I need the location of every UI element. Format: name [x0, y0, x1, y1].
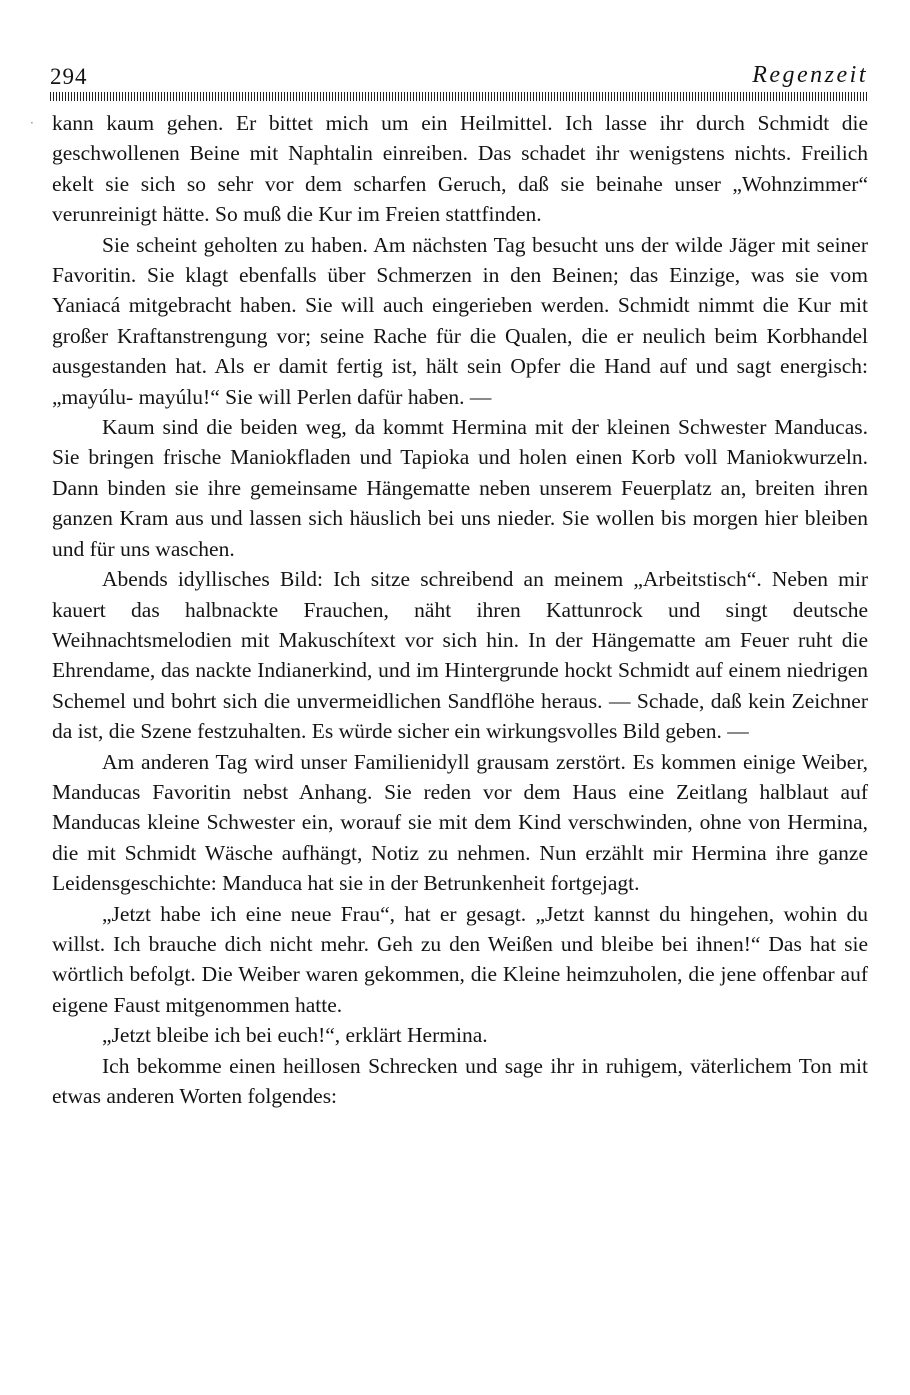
body-text [52, 108, 868, 1111]
paragraph: Ich bekomme einen heillosen Schrecken und sage ihr in ruhigem, väterlichem Ton mit etwas anderen Worten folgendes: [52, 1053, 868, 1108]
page-number: 294 [50, 64, 88, 89]
paragraph: „Jetzt habe ich eine neue Frau“, hat er gesagt. „Jetzt kannst du hingehen, wohin du willst. Ich brauche dich nicht mehr. Geh zu den Weißen und bleibe bei ihnen!“ Das hat sie wörtlich befolgt. Die Weiber waren gekommen, die Kleine heimzuholen, die jene offenbar auf eigene Faust mitgenommen hatte. [52, 901, 868, 1017]
paragraph: „Jetzt bleibe ich bei euch!“, erklärt Hermina. [102, 1023, 488, 1048]
paragraph: kann kaum gehen. Er bittet mich um ein Heilmittel. Ich lasse ihr durch Schmidt die geschwollenen Beine mit Naphtalin einreiben. Das schadet ihr wenigstens nichts. Freilich ekelt sie sich so sehr vor dem scharfen Geruch, daß sie beinahe unser „Wohnzimmer“ verunreinigt hätte. So muß die Kur im Freien stattfinden. [52, 111, 868, 227]
paragraph: Sie scheint geholten zu haben. Am nächsten Tag besucht uns der wilde Jäger mit seiner Favoritin. Sie klagt ebenfalls über Schmerzen in den Beinen; das Einzige, was sie vom Yaniacá mitgebracht haben. Sie will auch eingerieben werden. Schmidt nimmt die Kur mit großer Kraftanstrengung vor; seine Rache für die Qualen, die er neulich beim Korbhandel ausgestanden hat. Als er damit fertig ist, hält sein Opfer die Hand auf und sagt energisch: „mayúlu- mayúlu!“ Sie will Perlen dafür haben. — [52, 232, 868, 409]
paragraph: Abends idyllisches Bild: Ich sitze schreibend an meinem „Arbeitstisch“. Neben mir kauert das halbnackte Frauchen, näht ihren Kattunrock und singt deutsche Weihnachtsmelodien mit Makuschítext vor sich hin. In der Hängematte am Feuer ruht die Ehrendame, das nackte Indianerkind, und im Hintergrunde hockt Schmidt auf einem niedrigen Schemel und bohrt sich die unvermeidlichen Sandflöhe heraus. — Schade, daß kein Zeichner da ist, die Szene festzuhalten. Es würde sicher ein wirkungsvolles Bild geben. — [52, 567, 868, 744]
paragraph: Am anderen Tag wird unser Familienidyll grausam zerstört. Es kommen einige Weiber, Manducas Favoritin nebst Anhang. Sie reden vor dem Haus eine Zeitlang halblaut auf Manducas kleine Schwester ein, worauf sie mit dem Kind verschwinden, ohne von Hermina, die mit Schmidt Wäsche aufhängt, Notiz zu nehmen. Nun erzählt mir Hermina ihre ganze Leidensgeschichte: Manduca hat sie in der Betrunkenheit fortgejagt. [52, 749, 868, 896]
running-title: Regenzeit [752, 62, 868, 88]
header-rule [50, 92, 868, 101]
page-header [50, 62, 868, 92]
margin-dot: · [30, 116, 34, 130]
paragraph: Kaum sind die beiden weg, da kommt Hermina mit der kleinen Schwester Manducas. Sie bringen frische Maniokfladen und Tapioka und holen einen Korb voll Maniokwurzeln. Dann binden sie ihre gemeinsame Hängematte neben unserem Feuerplatz an, breiten ihren ganzen Kram aus und lassen sich häuslich bei uns nieder. Sie wollen bis morgen hier bleiben und für uns waschen. [52, 415, 868, 561]
